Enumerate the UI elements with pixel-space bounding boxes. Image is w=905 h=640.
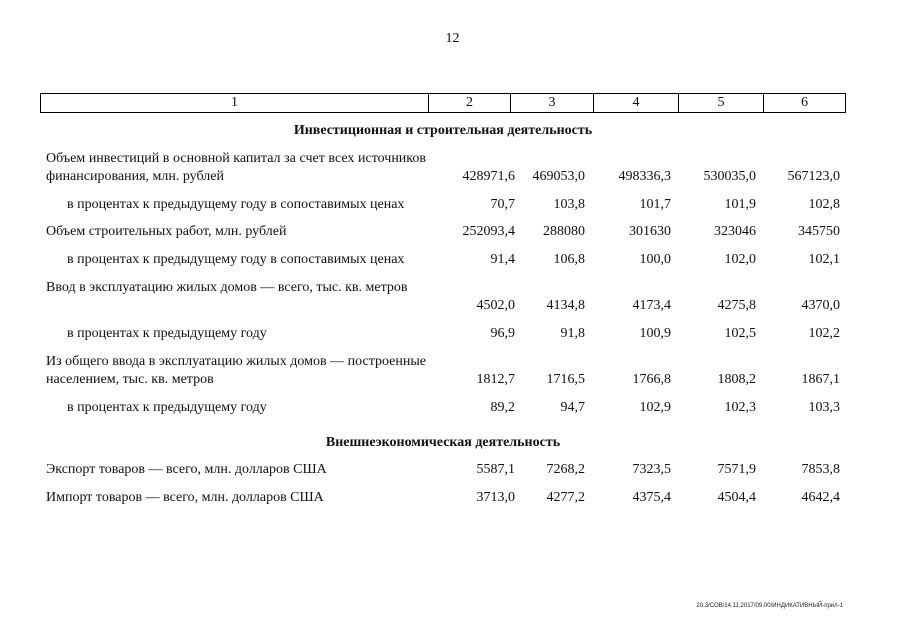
- cell-value: 100,9: [639, 326, 671, 341]
- cell-value: 91,8: [560, 326, 585, 341]
- column-header-1: 1: [41, 94, 429, 112]
- cell-value: 7853,8: [801, 462, 840, 477]
- row-label: Из общего ввода в эксплуатацию жилых домов — построенные населением, тыс. кв. метров: [46, 354, 426, 387]
- cell-value: 301630: [629, 224, 671, 239]
- cell-value: 70,7: [490, 197, 515, 212]
- cell-value: 4277,2: [546, 490, 585, 505]
- cell-value: 106,8: [553, 252, 585, 267]
- cell-value: 101,9: [724, 197, 756, 212]
- cell-value: 7323,5: [632, 462, 671, 477]
- cell-value: 4134,8: [546, 298, 585, 313]
- cell-value: 89,2: [490, 400, 515, 415]
- cell-value: 4502,0: [476, 298, 515, 313]
- table-row: [40, 461, 846, 479]
- cell-value: 498336,3: [618, 169, 671, 184]
- cell-value: 530035,0: [703, 169, 756, 184]
- column-header-4: 4: [594, 94, 679, 112]
- cell-value: 1808,2: [717, 372, 756, 387]
- page-number: 12: [445, 31, 460, 46]
- row-label: Объем инвестиций в основной капитал за счет всех источников финансирования, млн. рублей: [46, 151, 426, 184]
- cell-value: 102,8: [808, 197, 840, 212]
- table-row: [40, 353, 846, 389]
- column-header-6: 6: [801, 95, 808, 110]
- cell-value: 103,3: [808, 400, 840, 415]
- column-header-3: 3: [511, 94, 594, 112]
- row-values: [439, 461, 840, 479]
- cell-value: 567123,0: [787, 169, 840, 184]
- table-row: [40, 150, 846, 186]
- row-label: в процентах к предыдущему году: [67, 326, 267, 341]
- table-row: [40, 251, 846, 269]
- cell-value: 4504,4: [717, 490, 756, 505]
- cell-value: 288080: [543, 224, 585, 239]
- row-values: [439, 168, 840, 186]
- cell-value: 7268,2: [546, 462, 585, 477]
- row-values: [439, 196, 840, 214]
- cell-value: 1812,7: [476, 372, 515, 387]
- row-label: Экспорт товаров — всего, млн. долларов США: [46, 462, 327, 477]
- row-values: [439, 223, 840, 241]
- row-label: Импорт товаров — всего, млн. долларов США: [46, 490, 324, 505]
- cell-value: 102,1: [808, 252, 840, 267]
- cell-value: 3713,0: [476, 490, 515, 505]
- cell-value: 102,3: [724, 400, 756, 415]
- cell-value: 1716,5: [546, 372, 585, 387]
- cell-value: 102,0: [724, 252, 756, 267]
- table-row: [40, 279, 846, 315]
- section-title-investment: Инвестиционная и строительная деятельность: [293, 123, 593, 138]
- cell-value: 91,4: [490, 252, 515, 267]
- cell-value: 4173,4: [632, 298, 671, 313]
- cell-value: 100,0: [639, 252, 671, 267]
- document-footer-code: 20.3/СОВ/14.11.2017/09.00/ИНДИКАТИВНЫЙ-прил-1: [696, 603, 843, 609]
- column-header-row: [40, 93, 846, 113]
- table-row: [40, 223, 846, 241]
- cell-value: 102,5: [724, 326, 756, 341]
- row-values: [439, 371, 840, 389]
- cell-value: 4375,4: [632, 490, 671, 505]
- table-row: [40, 325, 846, 343]
- column-header-5: 5: [679, 94, 764, 112]
- row-values: [439, 399, 840, 417]
- section-title-foreign-trade: Внешнеэкономическая деятельность: [325, 435, 561, 450]
- row-label: в процентах к предыдущему году в сопоставимых ценах: [67, 252, 405, 267]
- row-values: [439, 251, 840, 269]
- cell-value: 4370,0: [801, 298, 840, 313]
- cell-value: 4275,8: [717, 298, 756, 313]
- cell-value: 5587,1: [476, 462, 515, 477]
- cell-value: 1867,1: [801, 372, 840, 387]
- cell-value: 1766,8: [632, 372, 671, 387]
- row-values: [439, 489, 840, 507]
- cell-value: 345750: [798, 224, 840, 239]
- row-label: Объем строительных работ, млн. рублей: [46, 224, 287, 239]
- cell-value: 7571,9: [717, 462, 756, 477]
- cell-value: 469053,0: [532, 169, 585, 184]
- cell-value: 323046: [714, 224, 756, 239]
- cell-value: 4642,4: [801, 490, 840, 505]
- cell-value: 96,9: [490, 326, 515, 341]
- cell-value: 102,9: [639, 400, 671, 415]
- cell-value: 101,7: [639, 197, 671, 212]
- column-header-2: 2: [429, 94, 511, 112]
- row-label: в процентах к предыдущему году: [67, 400, 267, 415]
- row-values: [439, 325, 840, 343]
- cell-value: 94,7: [560, 400, 585, 415]
- cell-value: 428971,6: [462, 169, 515, 184]
- row-label: в процентах к предыдущему году в сопоставимых ценах: [67, 197, 405, 212]
- cell-value: 102,2: [808, 326, 840, 341]
- table-row: [40, 489, 846, 507]
- row-values: [439, 297, 840, 315]
- table-row: [40, 196, 846, 214]
- row-label: Ввод в эксплуатацию жилых домов — всего, тыс. кв. метров: [46, 280, 408, 295]
- cell-value: 252093,4: [462, 224, 515, 239]
- table-row: [40, 399, 846, 417]
- cell-value: 103,8: [553, 197, 585, 212]
